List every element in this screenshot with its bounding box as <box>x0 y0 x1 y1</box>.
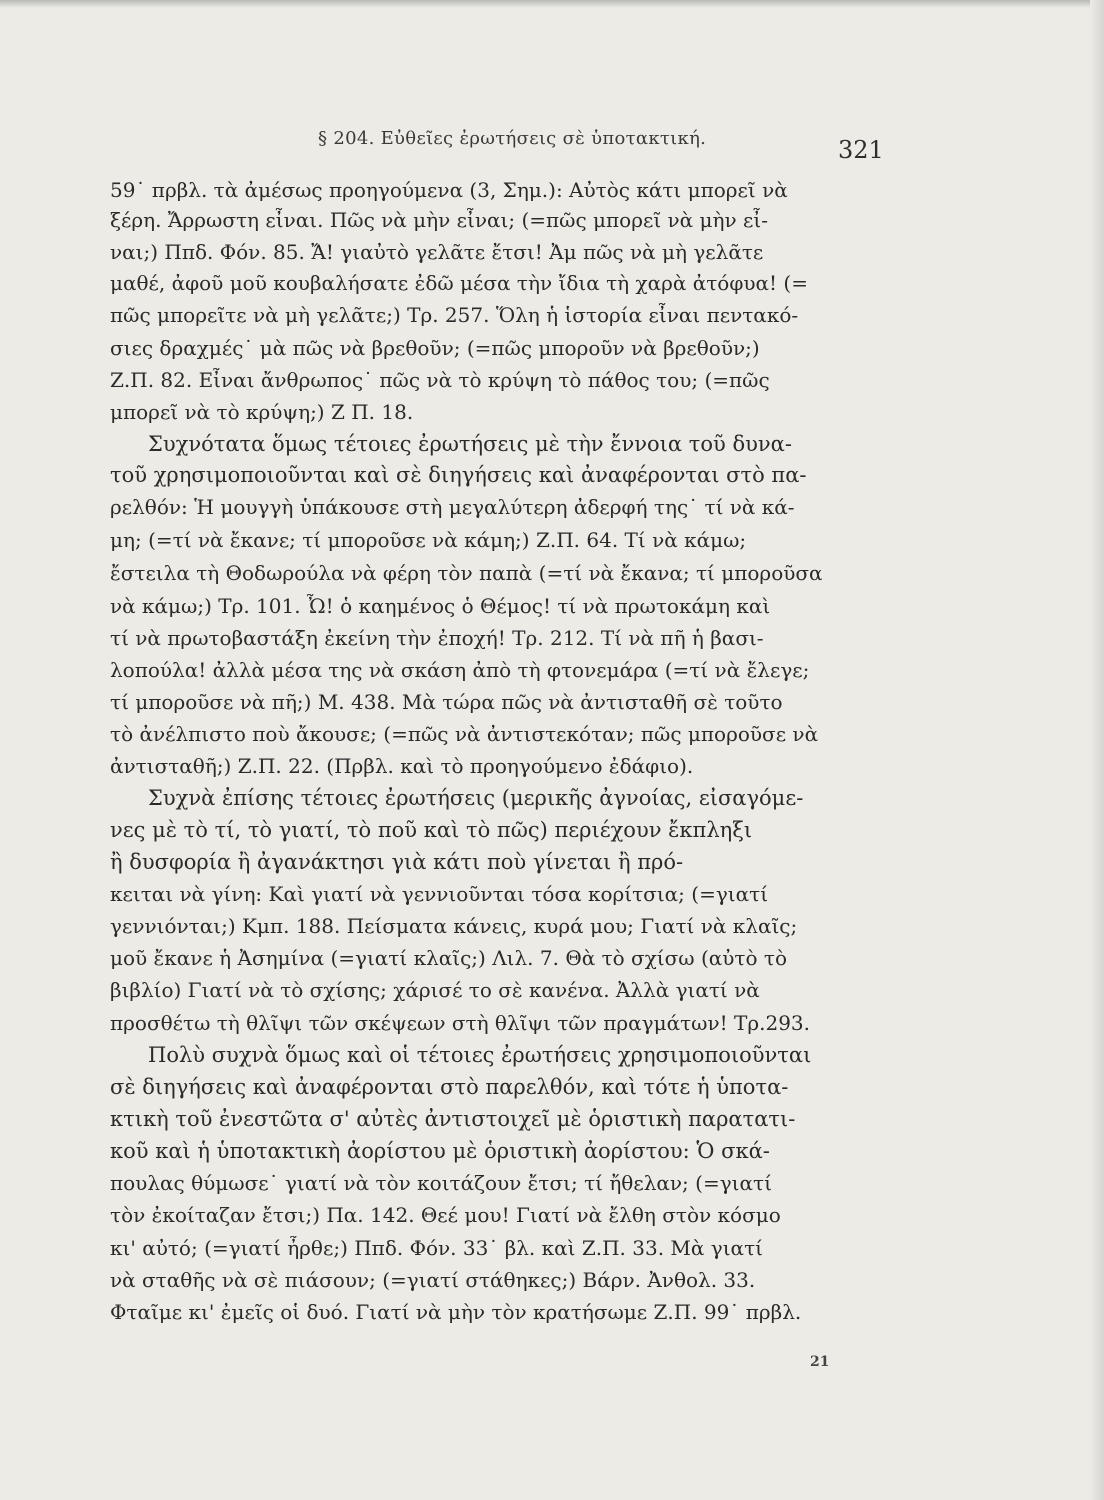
paragraph-start: Συχνὰ ἐπίσης τέτοιες ἐρωτήσεις (μερικῆς ἀγνοίας, εἰσαγόμε- <box>148 786 804 810</box>
paragraph-start: Πολὺ συχνὰ ὅμως καὶ οἱ τέτοιες ἐρωτήσεις χρησιμοποιοῦνται <box>148 1043 812 1067</box>
text-line: λοπούλα! ἀλλὰ μέσα της νὰ σκάση ἀπὸ τὴ φτονεμάρα (=τί νὰ ἔλεγε; <box>110 658 810 682</box>
signature-mark: 21 <box>810 1354 830 1370</box>
text-line: ἔστειλα τὴ Θοδωρούλα νὰ φέρη τὸν παπὰ (=τί νὰ ἔκανα; τί μποροῦσα <box>110 561 823 585</box>
text-line: ἀντισταθῆ;) Ζ.Π. 22. (Πρβλ. καὶ τὸ προηγούμενο ἐδάφιο). <box>110 754 694 778</box>
text-line: τί νὰ πρωτοβαστάξη ἐκείνη τὴν ἐποχή! Τρ. 212. Τί νὰ πῆ ἡ βασι- <box>110 626 764 650</box>
text-line: κι' αὐτό; (=γιατί ἦρθε;) Ππδ. Φόν. 33˙ βλ. καὶ Ζ.Π. 33. Μὰ γιατί <box>110 1236 763 1260</box>
text-line: τί μποροῦσε νὰ πῆ;) Μ. 438. Μὰ τώρα πῶς νὰ ἀντισταθῆ σὲ τοῦτο <box>110 690 783 714</box>
text-line: σιες δραχμές˙ μὰ πῶς νὰ βρεθοῦν; (=πῶς μποροῦν νὰ βρεθοῦν;) <box>110 336 760 360</box>
text-line: μαθέ, ἀφοῦ μοῦ κουβαλήσατε ἐδῶ μέσα τὴν ἴδια τὴ χαρὰ ἀτόφυα! (= <box>110 271 808 295</box>
text-line: πουλας θύμωσε˙ γιατί νὰ τὸν κοιτάζουν ἔτσι; τί ἤθελαν; (=γιατί <box>110 1171 772 1195</box>
text-line: σὲ διηγήσεις καὶ ἀναφέρονται στὸ παρελθόν, καὶ τότε ἡ ὑποτα- <box>110 1075 789 1099</box>
text-line: νὰ σταθῆς νὰ σὲ πιάσουν; (=γιατί στάθηκες;) Βάρν. Ἀνθολ. 33. <box>110 1268 756 1292</box>
text-line: νὰ κάμω;) Τρ. 101. Ὦ! ὁ καημένος ὁ Θέμος! τί νὰ πρωτοκάμη καὶ <box>110 594 771 618</box>
text-line: πῶς μπορεῖτε νὰ μὴ γελᾶτε;) Τρ. 257. Ὅλη ἡ ἱστορία εἶναι πεντακό- <box>110 303 799 327</box>
text-line: νες μὲ τὸ τί, τὸ γιατί, τὸ ποῦ καὶ τὸ πῶς) περιέχουν ἔκπληξι <box>110 818 753 842</box>
text-line: τὸν ἐκοίταζαν ἔτσι;) Πα. 142. Θεέ μου! Γιατί νὰ ἔλθη στὸν κόσμο <box>110 1203 781 1227</box>
text-line: κοῦ καὶ ἡ ὑποτακτικὴ ἀορίστου μὲ ὁριστικὴ ἀορίστου: Ὁ σκά- <box>110 1139 770 1163</box>
text-line: κτικὴ τοῦ ἐνεστῶτα σ' αὐτὲς ἀντιστοιχεῖ μὲ ὁριστικὴ παρατατι- <box>110 1107 796 1131</box>
running-head: § 204. Εὐθεῖες ἐρωτήσεις σὲ ὑποτακτική. <box>318 128 707 149</box>
text-line: ἢ δυσφορία ἢ ἀγανάκτησι γιὰ κάτι ποὺ γίνεται ἢ πρό- <box>110 850 684 874</box>
text-line: μπορεῖ νὰ τὸ κρύψη;) Ζ Π. 18. <box>110 400 414 424</box>
text-line: γεννιόνται;) Κμπ. 188. Πείσματα κάνεις, κυρά μου; Γιατί νὰ κλαῖς; <box>110 914 798 938</box>
text-line: ναι;) Ππδ. Φόν. 85. Ἄ! γιαὐτὸ γελᾶτε ἔτσι! Ἀμ πῶς νὰ μὴ γελᾶτε <box>110 240 764 264</box>
text-line: μοῦ ἔκανε ἡ Ἀσημίνα (=γιατί κλαῖς;) Λιλ. 7. Θὰ τὸ σχίσω (αὐτὸ τὸ <box>110 946 788 970</box>
text-line: Ζ.Π. 82. Εἶναι ἄνθρωπος˙ πῶς νὰ τὸ κρύψη τὸ πάθος του; (=πῶς <box>110 368 770 392</box>
text-line: 59˙ πρβλ. τὰ ἀμέσως προηγούμενα (3, Σημ.): Αὐτὸς κάτι μπορεῖ νὰ <box>110 178 788 202</box>
text-line: βιβλίο) Γιατί νὰ τὸ σχίσης; χάρισέ το σὲ κανένα. Ἀλλὰ γιατί νὰ <box>110 978 760 1002</box>
text-line: ρελθόν: Ἡ μουγγὴ ὑπάκουσε στὴ μεγαλύτερη ἀδερφή της˙ τί νὰ κά- <box>110 495 795 519</box>
text-line: τοῦ χρησιμοποιοῦνται καὶ σὲ διηγήσεις καὶ ἀναφέρονται στὸ πα- <box>110 463 807 487</box>
page-number: 321 <box>838 136 884 164</box>
text-line: ξέρη. Ἄρρωστη εἶναι. Πῶς νὰ μὴν εἶναι; (=πῶς μπορεῖ νὰ μὴν εἶ- <box>110 208 768 232</box>
text-line: τὸ ἀνέλπιστο ποὺ ἄκουσε; (=πῶς νὰ ἀντιστεκόταν; πῶς μποροῦσε νὰ <box>110 722 819 746</box>
text-line: προσθέτω τὴ θλῖψι τῶν σκέψεων στὴ θλῖψι τῶν πραγμάτων! Τρ.293. <box>110 1011 811 1035</box>
paragraph-start: Συχνότατα ὅμως τέτοιες ἐρωτήσεις μὲ τὴν ἔννοια τοῦ δυνα- <box>148 432 792 456</box>
text-line: Φταῖμε κι' ἐμεῖς οἱ δυό. Γιατί νὰ μὴν τὸν κρατήσωμε Ζ.Π. 99˙ πρβλ. <box>110 1300 802 1324</box>
text-line: κειται νὰ γίνη: Καὶ γιατί νὰ γεννιοῦνται τόσα κορίτσια; (=γιατί <box>110 882 769 906</box>
text-line: μη; (=τί νὰ ἔκανε; τί μποροῦσε νὰ κάμη;) Ζ.Π. 64. Τί νὰ κάμω; <box>110 528 747 552</box>
